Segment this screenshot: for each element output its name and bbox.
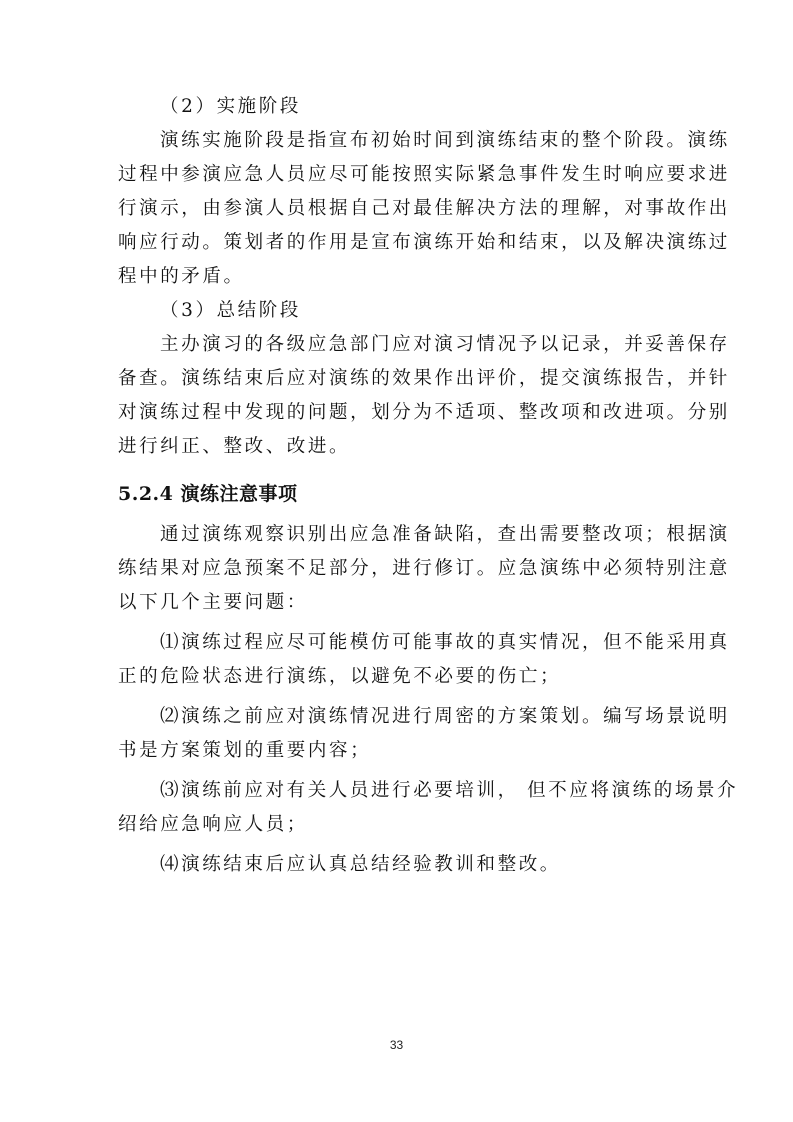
list-item-line: ⑶演练前应对有关人员进行必要培训， 但不应将演练的场景介 xyxy=(160,780,739,801)
paragraph-line: 演练实施阶段是指宣布初始时间到演练结束的整个阶段。演练 xyxy=(160,130,730,151)
page-number: 33 xyxy=(389,1038,404,1052)
paragraph-line: 主办演习的各级应急部门应对演习情况予以记录，并妥善保存 xyxy=(160,334,730,355)
list-item-line: ⑷演练结束后应认真总结经验教训和整改。 xyxy=(160,854,561,875)
paragraph-line: 对演练过程中发现的问题，划分为不适项、整改项和改进项。分别 xyxy=(118,402,730,423)
paragraph-line: 练结果对应急预案不足部分，进行修订。应急演练中必须特别注意 xyxy=(118,558,730,579)
paragraph-line: 行演示，由参演人员根据自己对最佳解决方法的理解，对事故作出 xyxy=(118,198,730,219)
paragraph-line: 以下几个主要问题： xyxy=(118,592,308,613)
section-heading: 5.2.4 演练注意事项 xyxy=(118,483,298,505)
list-item-line: 正的危险状态进行演练，以避免不必要的伤亡； xyxy=(118,666,562,687)
list-item-line: ⑵演练之前应对演练情况进行周密的方案策划。编写场景说明 xyxy=(160,706,730,727)
list-item-line: ⑴演练过程应尽可能模仿可能事故的真实情况，但不能采用真 xyxy=(160,632,730,653)
subheading-implementation-stage: （2）实施阶段 xyxy=(160,96,301,117)
list-item-line: 绍给应急响应人员； xyxy=(118,814,308,835)
paragraph-line: 响应行动。策划者的作用是宣布演练开始和结束，以及解决演练过 xyxy=(118,232,730,253)
subheading-summary-stage: （3）总结阶段 xyxy=(160,300,301,321)
paragraph-line: 程中的矛盾。 xyxy=(118,266,245,287)
paragraph-line: 通过演练观察识别出应急准备缺陷，查出需要整改项；根据演 xyxy=(160,524,730,545)
paragraph-line: 过程中参演应急人员应尽可能按照实际紧急事件发生时响应要求进 xyxy=(118,164,730,185)
paragraph-line: 进行纠正、整改、改进。 xyxy=(118,436,351,457)
list-item-line: 书是方案策划的重要内容； xyxy=(118,740,372,761)
paragraph-line: 备查。演练结束后应对演练的效果作出评价，提交演练报告，并针 xyxy=(118,368,730,389)
